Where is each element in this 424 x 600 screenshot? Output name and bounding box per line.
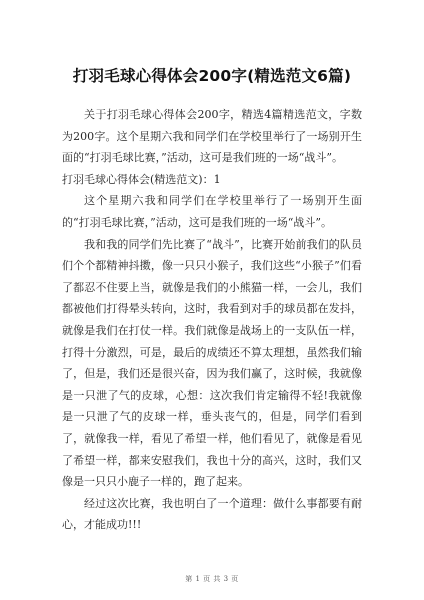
intro-paragraph: 关于打羽毛球心得体会200字，精选4篇精选范文，字数为200字。这个星期六我和同学们在学校里举行了一场别开生面的“打羽毛球比赛，”活动，这可是我们班的一场“战斗”。 [62, 108, 362, 165]
body-paragraph-1: 这个星期六我和同学们在学校里举行了一场别开生面的“打羽毛球比赛，”活动，这可是我们班的一场“战斗”。 [62, 194, 362, 229]
section-heading: 打羽毛球心得体会(精选范文)：1 [62, 172, 221, 186]
body-paragraph-2: 我和我的同学们先比赛了“战斗”，比赛开始前我们的队员们个个都精神抖擞，像一只只小猴子，我们这些“小猴子”们看了都忍不住要上当，就像是我们的小熊猫一样，一会儿，我们都被他们打得晕头转向，这时，我看到对手的球员都在发抖，就像是我们在打仗一样。我们就像是战场上的一支队伍一样，打得十分激烈，可是，最后的成绩还不算太理想，虽然我们输了，但是，我们还是很兴奋，因为我们赢了，这时候，我就像是一只泄了气的皮球，心想：这次我们肯定输得不轻!我就像是一只泄了气的皮球一样，垂头丧气的，但是，同学们看到了，就像我一样，看见了希望一样，他们看见了，就像是看见了希望一样，都来安慰我们，我也十分的高兴，这时，我们又像是一只只小鹿子一样的，跑了起来。 [62, 237, 362, 489]
body-paragraph-3: 经过这次比赛，我也明白了一个道理：做什么事都要有耐心，才能成功!!! [62, 496, 362, 532]
page-number-footer: 第 1 页 共 3 页 [185, 575, 239, 583]
document-body [62, 104, 362, 536]
document-title: 打羽毛球心得体会200字(精选范文6篇) [72, 67, 352, 85]
